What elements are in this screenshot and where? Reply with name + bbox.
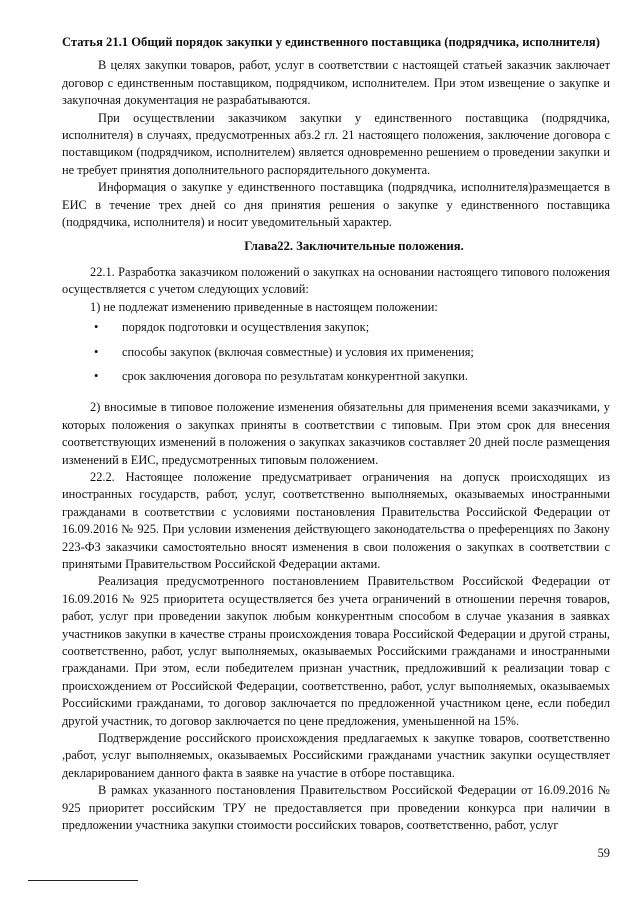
article-title: Статья 21.1 Общий порядок закупки у единственного поставщика (подрядчика, исполнителя) [62, 35, 600, 49]
list-item-text: срок заключения договора по результатам конкурентной закупки. [122, 368, 468, 383]
list-item [62, 344, 610, 361]
list-item-text: способы закупок (включая совместные) и условия их применения; [122, 344, 474, 359]
condition-2: 2) вносимые в типовое положение изменения обязательны для применения всеми заказчиками, у которых положения о закупках приняты в соответствии с типовым. При этом срок для внесения соответствующих изменений в положения о закупках заказчиков составляет 20 дней после размещения изменений в ЕИС, предусмотренных типовым положением. [62, 400, 610, 467]
paragraph-22-2: 22.2. Настоящее положение предусматривает ограничения на допуск происходящих из иностранных государств, работ, услуг, соответственно выполняемых, оказываемых иностранными гражданами в соответствии с условиями постановления Правительства Российской Федерации от 16.09.2016 № 925. При условии изменения действующего законодательства о преференциях по Закону 223-ФЗ заказчики самостоятельно вносят изменения в свои положения о закупках в соответствии с принятыми Правительством Российской Федерации актами. [62, 469, 610, 571]
bullet-icon: • [94, 368, 99, 383]
bullet-icon: • [94, 320, 99, 335]
bullet-list [62, 319, 610, 385]
list-item-text: порядок подготовки и осуществления закупок; [122, 320, 370, 335]
bullet-icon: • [94, 344, 99, 359]
page-number: 59 [597, 846, 610, 860]
list-item [62, 368, 610, 385]
list-item [62, 319, 610, 336]
paragraph-article-3: Информация о закупке у единственного поставщика (подрядчика, исполнителя)размещается в ЕИС в течение трех дней со дня принятия решения о закупке у единственного поставщика (подрядчика, исполнителя) и носит уведомительный характер. [62, 180, 610, 230]
condition-1: 1) не подлежат изменению приведенные в настоящем положении: [90, 299, 438, 314]
paragraph-confirmation: Подтверждение российского происхождения предлагаемых к закупке товаров, соответственно ,работ, услуг выполняемых, оказываемых Российскими гражданами участник закупки осуществляет декларированием данного факта в заявке на участие в отборе поставщика. [62, 731, 610, 780]
footnote-divider [28, 880, 138, 881]
paragraph-article-2: При осуществлении заказчиком закупки у единственного поставщика (подрядчика, исполнителя) в случаях, предусмотренных абз.2 гл. 21 настоящего положения, заключение договора с поставщиком (подрядчиком, исполнителем) является одновременно решением о проведении закупки и не требует принятия дополнительного распорядительного документа. [62, 110, 610, 177]
paragraph-realization: Реализация предусмотренного постановлением Правительством Российской Федерации от 16.09.2016 № 925 приоритета осуществляется без учета ограничений в отношении перечня товаров, работ, услуг при проведении закупок любым конкурентным способом в случае указания в заявках участников закупки в качестве страны происхождения товара Российской Федерации и другой страны, соответственно, работ, услуг выполняемых, оказываемых Российскими гражданами и иностранными гражданами. При этом, если победителем признан участник, предложивший к реализации товар с происхождением от Российской Федерации, соответственно, работ, услуг выполняемых, оказываемых Российскими гражданами, то договор заключается по предложенной участником цене, если победил другой участник, то договор заключается по цене предложения, уменьшенной на 15%. [62, 574, 610, 728]
page-content [62, 34, 610, 834]
paragraph-article-1: В целях закупки товаров, работ, услуг в соответствии с настоящей статьей заказчик заключает договор с единственным поставщиком, подрядчиком, исполнителем. При этом извещение о закупке и закупочная документация не разрабатываются. [62, 58, 610, 108]
chapter-title: Глава22. Заключительные положения. [244, 239, 464, 254]
paragraph-22-1: 22.1. Разработка заказчиком положений о закупках на основании настоящего типового положения осуществляется с учетом следующих условий: [62, 264, 610, 297]
paragraph-framework: В рамках указанного постановления Правительством Российской Федерации от 16.09.2016 № 925 приоритет российским ТРУ не предоставляется при проведении конкурса при наличии в предложении участника закупки стоимости российских товаров, соответственно, работ, услуг [62, 783, 610, 833]
